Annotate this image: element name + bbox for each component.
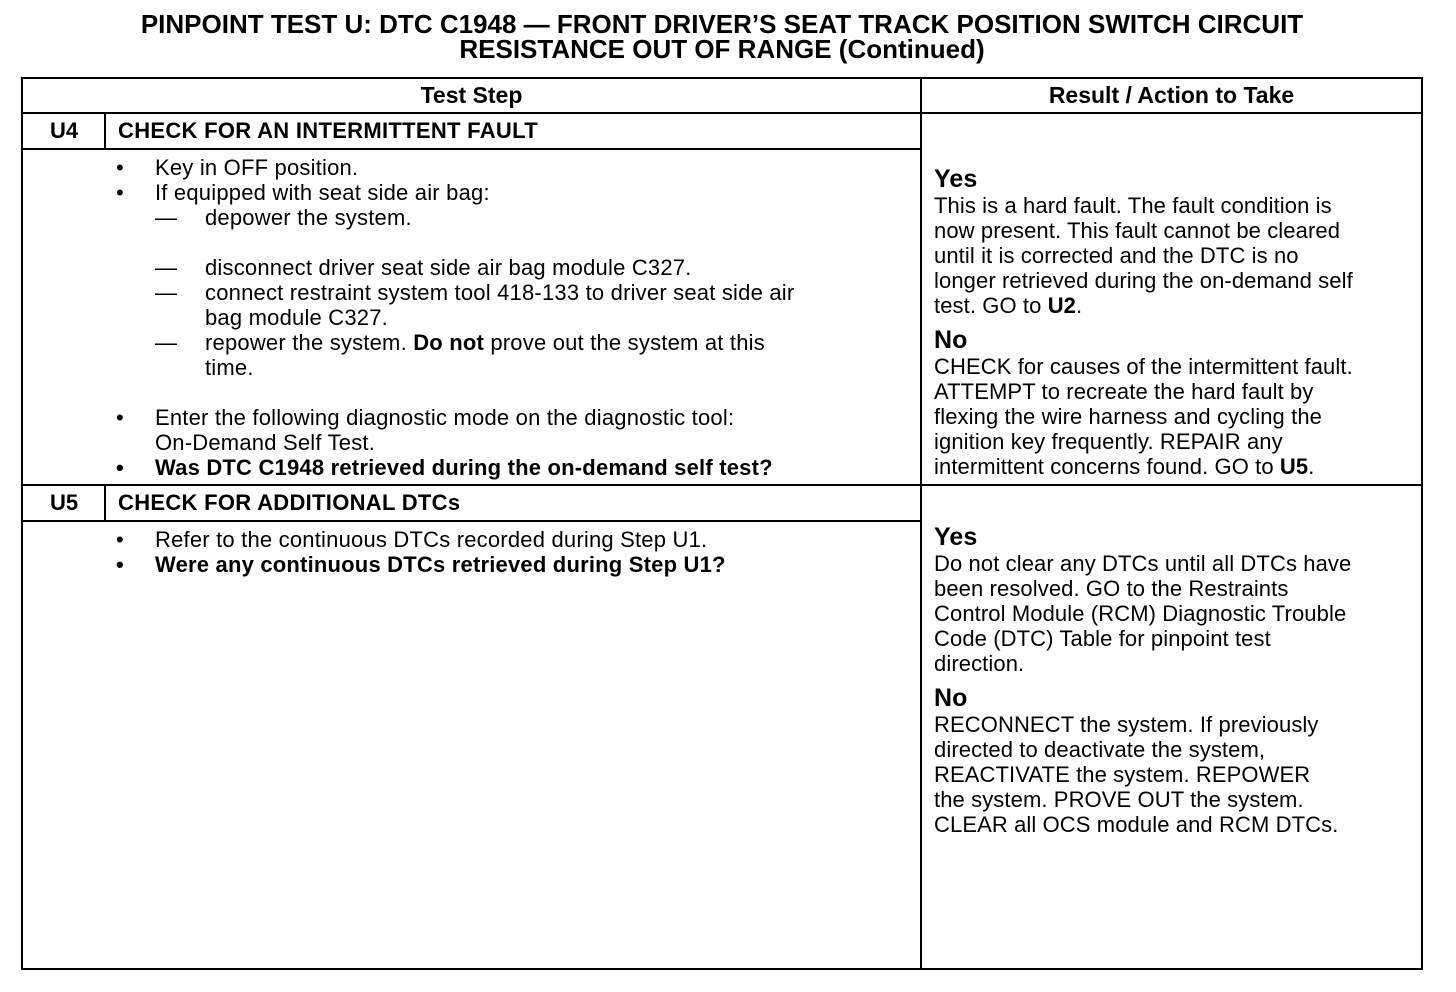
u5-step-id: U5: [49, 490, 79, 515]
u4-dash-2: [116, 255, 916, 280]
result-line: RECONNECT the system. If previously: [934, 712, 1319, 737]
u5-no-text: [934, 712, 1420, 837]
result-line: [934, 293, 1420, 318]
step-text: disconnect driver seat side air bag module C327.: [205, 255, 692, 280]
u5-title-rule: [21, 520, 922, 522]
dash: —: [155, 255, 178, 280]
step-link: U5: [1279, 454, 1309, 479]
result-line: [934, 454, 1420, 479]
u4-step-title: CHECK FOR AN INTERMITTENT FAULT: [118, 118, 538, 143]
dash: —: [155, 330, 178, 355]
step-text: Refer to the continuous DTCs recorded during Step U1.: [155, 527, 708, 552]
u5-yes-label: Yes: [934, 523, 978, 551]
step-text: On-Demand Self Test.: [155, 430, 376, 455]
bullet: •: [116, 455, 124, 480]
dash: —: [155, 280, 178, 305]
step-text: Key in OFF position.: [155, 155, 359, 180]
u4-no-text: [934, 354, 1420, 479]
bullet: •: [116, 155, 124, 180]
u4-step-id: U4: [49, 118, 79, 143]
u5-question: [116, 552, 916, 577]
emphasis: Do not: [413, 330, 485, 355]
result-line: ignition key frequently. REPAIR any: [934, 429, 1283, 454]
result-line: been resolved. GO to the Restraints: [934, 576, 1289, 601]
step-text: connect restraint system tool 418-133 to driver seat side air: [205, 280, 795, 305]
result-line: Control Module (RCM) Diagnostic Trouble: [934, 601, 1347, 626]
bullet: •: [116, 180, 124, 205]
result-line: REACTIVATE the system. REPOWER: [934, 762, 1311, 787]
step-text: Enter the following diagnostic mode on the diagnostic tool:: [155, 405, 735, 430]
u5-step-title: CHECK FOR ADDITIONAL DTCs: [118, 490, 461, 515]
step-text: time.: [205, 355, 254, 380]
u4-no-label: No: [934, 326, 968, 354]
u4-question: [116, 455, 916, 480]
result-line: now present. This fault cannot be cleared: [934, 218, 1341, 243]
u4-results: [934, 166, 1420, 479]
u4-dash-4: [116, 330, 916, 380]
result-line: direction.: [934, 651, 1025, 676]
result-text: .: [1308, 454, 1315, 479]
u4-bullet-1: [116, 155, 916, 180]
u4-dash-1: [116, 205, 916, 230]
column-divider: [920, 77, 922, 970]
step-text: bag module C327.: [205, 305, 388, 330]
step-text: repower the system.: [205, 330, 414, 355]
header-result: Result / Action to Take: [1048, 82, 1295, 108]
result-line: directed to deactivate the system,: [934, 737, 1266, 762]
bullet: •: [116, 552, 124, 577]
result-line: ATTEMPT to recreate the hard fault by: [934, 379, 1314, 404]
step-text: prove out the system at this: [484, 330, 765, 355]
question-text: Were any continuous DTCs retrieved during Step U1?: [155, 552, 726, 577]
result-text: intermittent concerns found. GO to: [934, 454, 1280, 479]
result-line: longer retrieved during the on-demand self: [934, 268, 1353, 293]
bullet: •: [116, 527, 124, 552]
result-line: until it is corrected and the DTC is no: [934, 243, 1299, 268]
result-line: flexing the wire harness and cycling the: [934, 404, 1322, 429]
u4-dash-3: [116, 280, 916, 330]
u4-yes-label: Yes: [934, 165, 978, 193]
step-link: U2: [1047, 293, 1077, 318]
result-line: This is a hard fault. The fault condition is: [934, 193, 1332, 218]
u5-instructions: [116, 527, 916, 577]
result-text: .: [1076, 293, 1083, 318]
u4-bottom-rule: [21, 484, 1423, 486]
page-title: [0, 9, 1444, 64]
u5-yes-text: [934, 551, 1420, 676]
step-text: depower the system.: [205, 205, 412, 230]
result-line: Code (DTC) Table for pinpoint test: [934, 626, 1271, 651]
u5-no-label: No: [934, 684, 968, 712]
result-text: test. GO to: [934, 293, 1048, 318]
title-line-1: PINPOINT TEST U: DTC C1948 — FRONT DRIVER’S SEAT TRACK POSITION SWITCH CIRCUIT: [140, 9, 1304, 39]
u4-yes-text: [934, 193, 1420, 318]
header-test-step: Test Step: [420, 82, 523, 108]
step-text: If equipped with seat side air bag:: [155, 180, 490, 205]
u4-bullet-3: [116, 405, 916, 455]
result-line: CLEAR all OCS module and RCM DTCs.: [934, 812, 1339, 837]
dash: —: [155, 205, 178, 230]
u5-results: [934, 524, 1420, 837]
u5-bullet-1: [116, 527, 916, 552]
bullet: •: [116, 405, 124, 430]
result-line: CHECK for causes of the intermittent fault.: [934, 354, 1353, 379]
header-bottom-rule: [21, 112, 1423, 114]
title-line-2: RESISTANCE OUT OF RANGE (Continued): [459, 34, 985, 64]
u4-instructions: [116, 155, 916, 480]
u4-bullet-2: [116, 180, 916, 205]
u4-title-rule: [21, 148, 922, 150]
question-text: Was DTC C1948 retrieved during the on-demand self test?: [155, 455, 773, 480]
result-line: Do not clear any DTCs until all DTCs have: [934, 551, 1352, 576]
result-line: the system. PROVE OUT the system.: [934, 787, 1304, 812]
